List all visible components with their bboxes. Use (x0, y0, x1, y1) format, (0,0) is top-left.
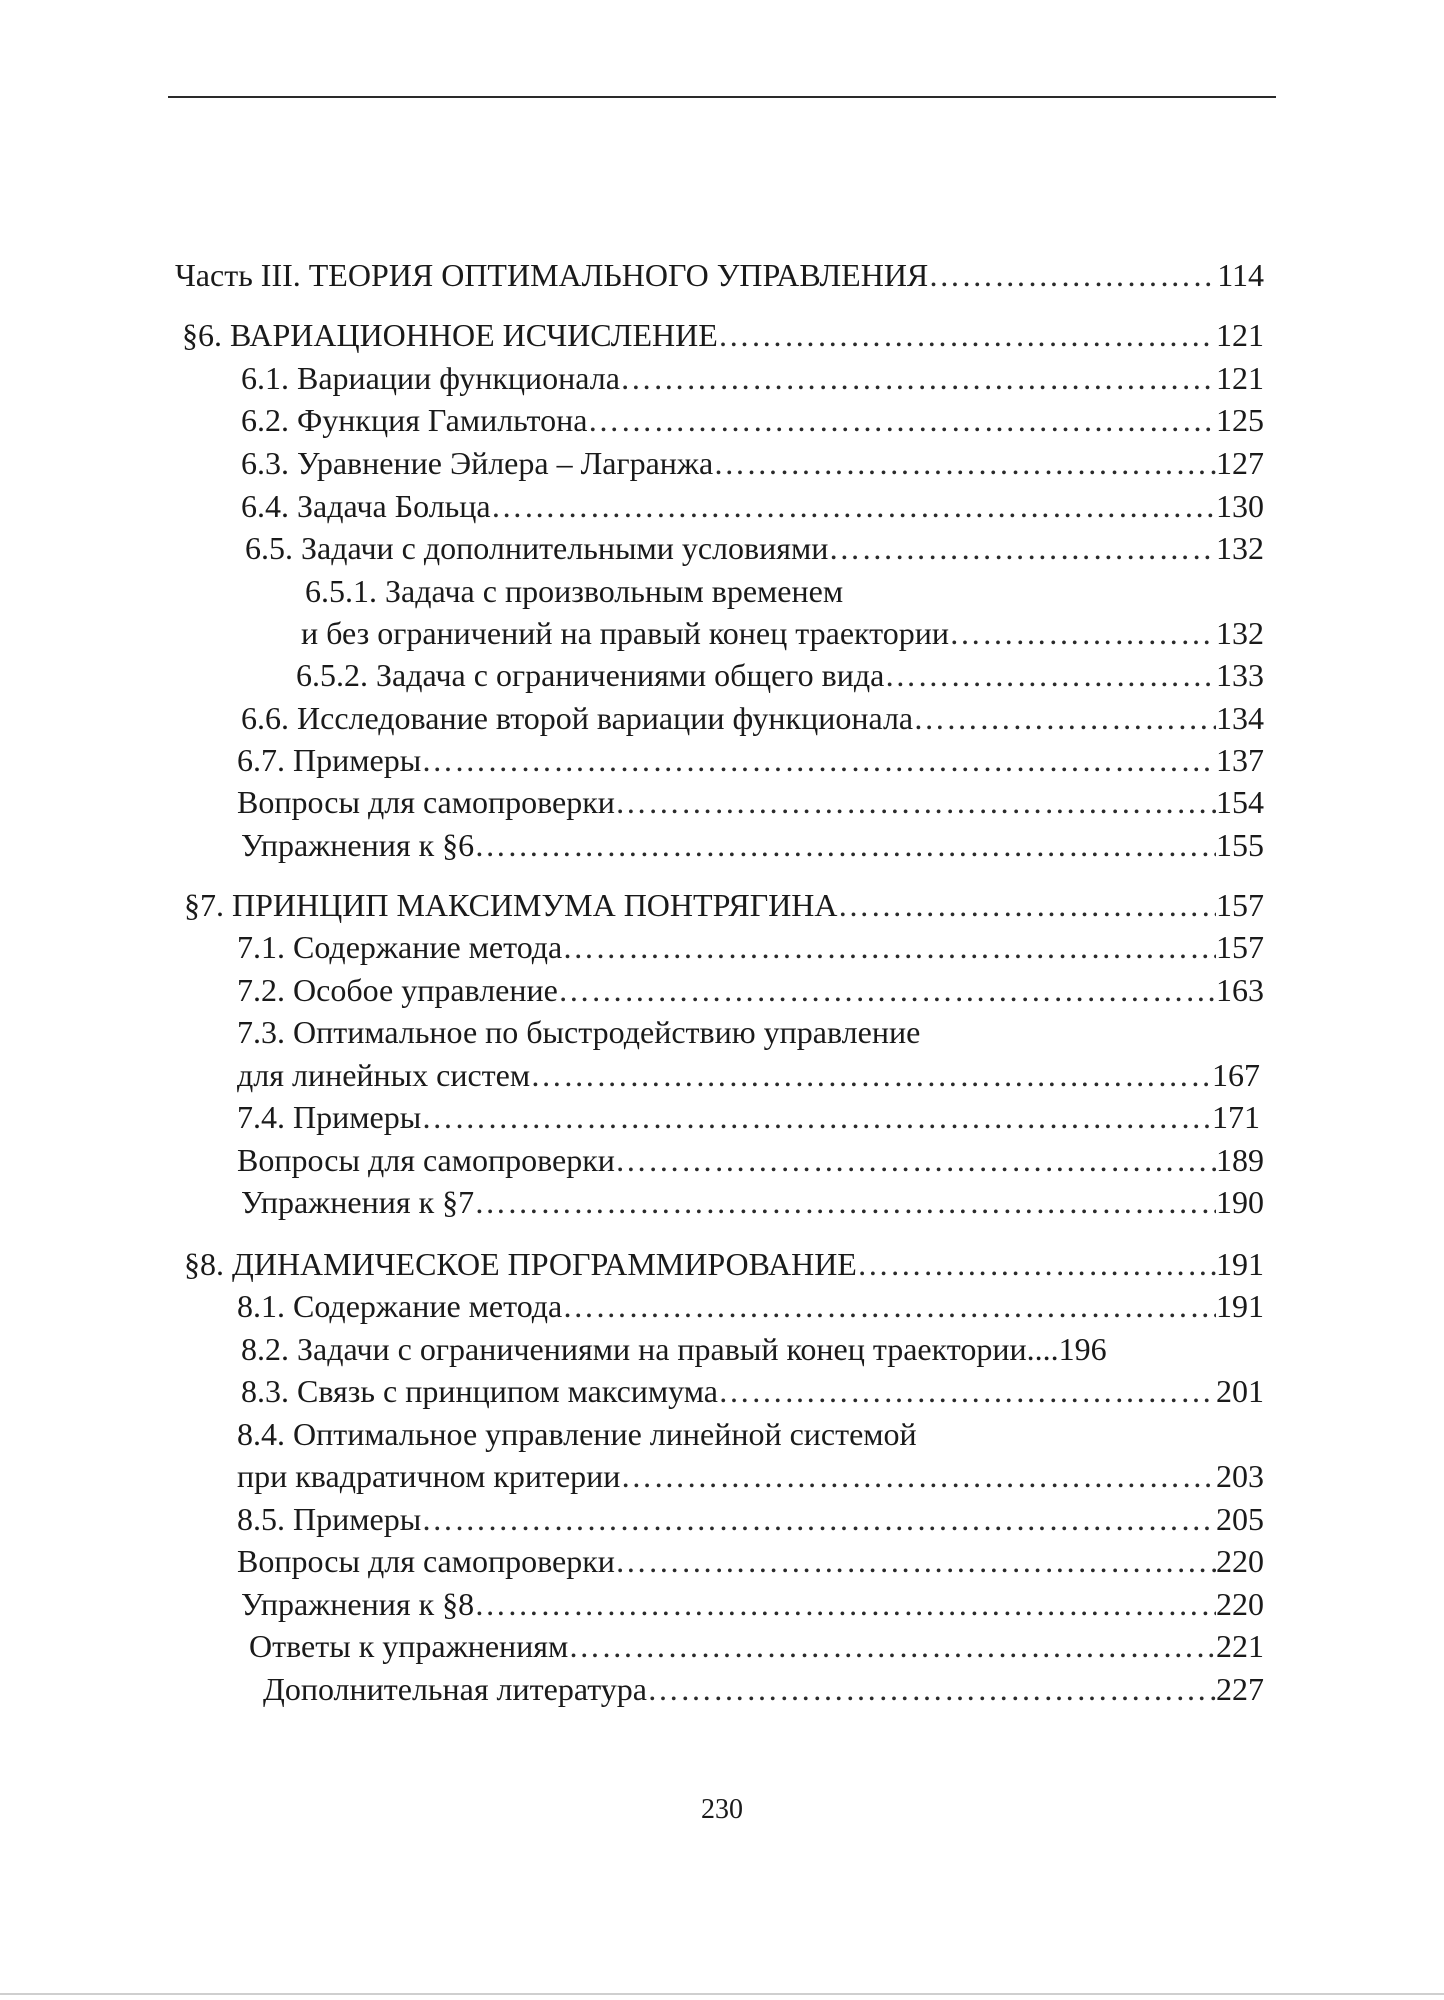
toc-entry-title: §8. ДИНАМИЧЕСКОЕ ПРОГРАММИРОВАНИЕ (184, 1246, 857, 1282)
toc-entry-title: 6.7. Примеры (237, 742, 422, 778)
toc-entry-page: 171 (1212, 1099, 1260, 1135)
toc-entry-page: 121 (1216, 360, 1264, 396)
bottom-edge (0, 1993, 1444, 1995)
toc-item-7-1[interactable] (237, 927, 1264, 967)
dot-leader (884, 655, 1216, 695)
toc-entry-page: 157 (1216, 929, 1264, 965)
toc-entry-title: Упражнения к §6 (241, 827, 475, 863)
toc-entry-title: 8.3. Связь с принципом максимума (241, 1373, 718, 1409)
toc-part-heading[interactable] (175, 255, 1264, 295)
dot-leader (620, 1456, 1216, 1496)
toc-entry-page: 220 (1216, 1586, 1264, 1622)
toc-entry-title: 6.5. Задачи с дополнительными условиями (245, 530, 829, 566)
toc-section-7[interactable] (184, 885, 1264, 925)
toc-entry-page: 137 (1216, 742, 1264, 778)
toc-entry-page: 190 (1216, 1184, 1264, 1220)
toc-item-8-2[interactable] (241, 1329, 1264, 1369)
toc-entry-title: и без ограничений на правый конец траектории (301, 615, 949, 651)
toc-entry-page: 201 (1216, 1373, 1264, 1409)
toc-item-6-4[interactable] (241, 486, 1264, 526)
toc-entry-page: 130 (1216, 488, 1264, 524)
toc-item-6-5-2[interactable] (296, 655, 1264, 695)
dot-leader (421, 740, 1216, 780)
dot-leader (530, 1055, 1212, 1095)
toc-entry-title: 8.1. Содержание метода (237, 1288, 563, 1324)
toc-entry-page: 121 (1216, 317, 1264, 353)
toc-item-6-2[interactable] (241, 400, 1264, 440)
toc-entry-title: Часть III. ТЕОРИЯ ОПТИМАЛЬНОГО УПРАВЛЕНИЯ (175, 257, 929, 293)
toc-item-7-2[interactable] (237, 970, 1264, 1010)
toc-entry-title: 6.6. Исследование второй вариации функционала (241, 700, 914, 736)
toc-entry-page: 203 (1216, 1458, 1264, 1494)
dot-leader (562, 927, 1216, 967)
toc-entry-title: 7.4. Примеры (237, 1099, 422, 1135)
toc-entry-title: для линейных систем (237, 1057, 531, 1093)
dot-leader (491, 486, 1216, 526)
toc-item-7-exercises[interactable] (241, 1182, 1264, 1222)
dot-leader (474, 825, 1216, 865)
page-number: 230 (701, 1794, 743, 1825)
toc-item-8-5[interactable] (237, 1499, 1264, 1539)
dot-leader (474, 1182, 1216, 1222)
toc-entry-page: 134 (1216, 700, 1264, 736)
toc-entry-page: 133 (1216, 657, 1264, 693)
toc-entry-page: 191 (1216, 1288, 1264, 1324)
dot-leader (421, 1097, 1212, 1137)
dot-leader (718, 315, 1216, 355)
toc-item-8-3[interactable] (241, 1371, 1264, 1411)
toc-entry-page: 132 (1216, 530, 1264, 566)
toc-entry-title: §6. ВАРИАЦИОННОЕ ИСЧИСЛЕНИЕ (182, 317, 718, 353)
toc-item-8-exercises[interactable] (241, 1584, 1264, 1624)
dot-leader (568, 1626, 1216, 1666)
toc-item-7-questions[interactable] (237, 1140, 1264, 1180)
toc-entry-title: 6.4. Задача Больца (241, 488, 491, 524)
toc-entry-title: 8.5. Примеры (237, 1501, 422, 1537)
dot-leader (620, 358, 1216, 398)
toc-item-8-1[interactable] (237, 1286, 1264, 1326)
toc-entry-title: Вопросы для самопроверки (237, 1543, 615, 1579)
dot-leader (615, 782, 1216, 822)
dot-leader (838, 885, 1216, 925)
toc-entry-page: 125 (1216, 402, 1264, 438)
dot-leader (615, 1140, 1216, 1180)
toc-entry-page: 196 (1058, 1331, 1107, 1367)
toc-entry-title: Вопросы для самопроверки (237, 1142, 615, 1178)
toc-entry-title: Дополнительная литература (263, 1671, 647, 1707)
toc-entry-title: 7.1. Содержание метода (237, 929, 563, 965)
toc-entry-title: Упражнения к §7 (241, 1184, 475, 1220)
toc-entry-title: §7. ПРИНЦИП МАКСИМУМА ПОНТРЯГИНА (184, 887, 838, 923)
toc-item-6-5-1-line2[interactable] (301, 613, 1264, 653)
dot-leader (913, 698, 1216, 738)
toc-section-6[interactable] (182, 315, 1264, 355)
dot-leader (474, 1584, 1216, 1624)
toc-entry-page: 227 (1216, 1671, 1264, 1707)
toc-item-6-questions[interactable] (237, 782, 1264, 822)
dot-leader (949, 613, 1216, 653)
toc-entry-page: 155 (1216, 827, 1264, 863)
toc-item-8-questions[interactable] (237, 1541, 1264, 1581)
toc-entry-page: 127 (1216, 445, 1264, 481)
toc-literature[interactable] (263, 1669, 1264, 1709)
toc-entry-title: при квадратичном критерии (237, 1458, 621, 1494)
toc-item-6-6[interactable] (241, 698, 1264, 738)
toc-item-7-3-line1[interactable]: 7.3. Оптимальное по быстродействию управление (237, 1014, 921, 1050)
toc-entry-title: 6.3. Уравнение Эйлера – Лагранжа (241, 445, 714, 481)
toc-entry-page: 114 (1217, 257, 1264, 293)
dot-leader (647, 1669, 1216, 1709)
toc-entry-title: 8.2. Задачи с ограничениями на правый конец траектории.... (241, 1331, 1059, 1367)
toc-item-7-4[interactable] (237, 1097, 1260, 1137)
toc-entry-title: 6.2. Функция Гамильтона (241, 402, 588, 438)
toc-item-6-1[interactable] (241, 358, 1264, 398)
dot-leader (615, 1541, 1216, 1581)
toc-item-6-exercises[interactable] (241, 825, 1264, 865)
toc-answers[interactable] (249, 1626, 1264, 1666)
toc-item-6-3[interactable] (241, 443, 1264, 483)
dot-leader (857, 1244, 1216, 1284)
toc-entry-page: 132 (1216, 615, 1264, 651)
toc-entry-title: Упражнения к §8 (241, 1586, 475, 1622)
toc-entry-page: 167 (1212, 1057, 1260, 1093)
toc-item-8-4-line1[interactable]: 8.4. Оптимальное управление линейной системой (237, 1416, 917, 1452)
toc-entry-page: 221 (1216, 1628, 1264, 1664)
dot-leader (713, 443, 1216, 483)
toc-entry-page: 191 (1216, 1246, 1264, 1282)
toc-entry-title: 6.1. Вариации функционала (241, 360, 620, 396)
dot-leader (718, 1371, 1216, 1411)
toc-item-7-3-line2[interactable] (237, 1055, 1260, 1095)
dot-leader (928, 255, 1217, 295)
toc-entry-page: 220 (1216, 1543, 1264, 1579)
dot-leader (562, 1286, 1216, 1326)
toc-entry-title: 6.5.2. Задача с ограничениями общего вида (296, 657, 885, 693)
toc-item-6-5-1-line1[interactable]: 6.5.1. Задача с произвольным временем (305, 573, 844, 609)
toc-entry-title: Вопросы для самопроверки (237, 784, 615, 820)
toc-entry-page: 154 (1216, 784, 1264, 820)
toc-item-6-7[interactable] (237, 740, 1264, 780)
toc-item-6-5[interactable] (245, 528, 1264, 568)
toc-entry-title: Ответы к упражнениям (249, 1628, 569, 1664)
toc-entry-title: 7.2. Особое управление (237, 972, 558, 1008)
dot-leader (828, 528, 1216, 568)
toc-entry-page: 157 (1216, 887, 1264, 923)
toc-entry-page: 163 (1216, 972, 1264, 1008)
dot-leader (421, 1499, 1216, 1539)
toc-entry-page: 189 (1216, 1142, 1264, 1178)
dot-leader (587, 400, 1216, 440)
toc-item-8-4-line2[interactable] (237, 1456, 1264, 1496)
toc-section-8[interactable] (184, 1244, 1264, 1284)
dot-leader (558, 970, 1216, 1010)
toc-entry-page: 205 (1216, 1501, 1264, 1537)
